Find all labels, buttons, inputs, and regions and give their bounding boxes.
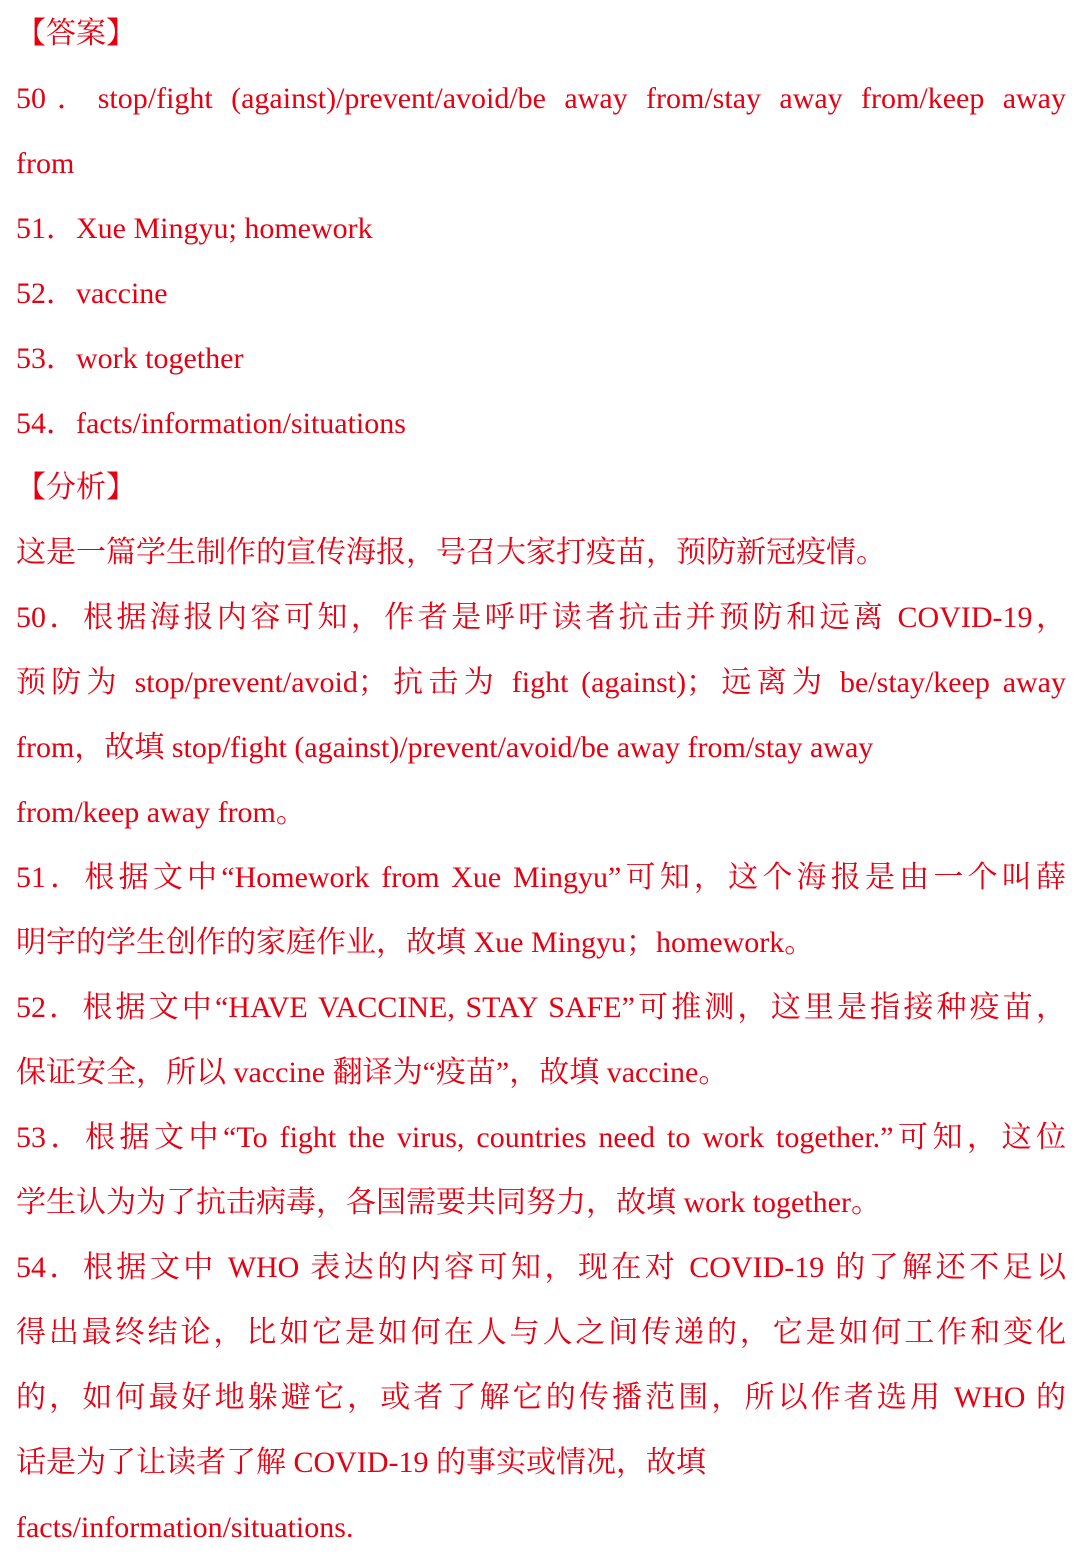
analysis-line: 明宇的学生创作的家庭作业，故填 Xue Mingyu；homework。 xyxy=(16,926,815,959)
analysis-line: 54．根据文中 WHO 表达的内容可知，现在对 COVID-19 的了解还不足以 xyxy=(16,1251,1066,1284)
analysis-line: 学生认为为了抗击病毒，各国需要共同努力，故填 work together。 xyxy=(16,1186,881,1219)
answer-line: from xyxy=(16,147,75,180)
answer-line: 54．facts/information/situations xyxy=(16,407,406,440)
answer-line: 50．stop/fight (against)/prevent/avoid/be away from/stay away from/keep away xyxy=(16,82,1066,115)
analysis-heading: 【分析】 xyxy=(16,471,136,504)
analysis-line: 保证安全，所以 vaccine 翻译为“疫苗”，故填 vaccine。 xyxy=(16,1056,729,1089)
analysis-line: 话是为了让读者了解 COVID-19 的事实或情况，故填 xyxy=(16,1446,706,1479)
analysis-line: from/keep away from。 xyxy=(16,796,306,829)
analysis-line: from，故填 stop/fight (against)/prevent/avoid/be away from/stay away xyxy=(16,731,874,764)
analysis-line: 51．根据文中“Homework from Xue Mingyu”可知，这个海报是由一个叫薛 xyxy=(16,861,1066,894)
analysis-line: facts/information/situations. xyxy=(16,1511,354,1544)
analysis-line: 50．根据海报内容可知，作者是呼吁读者抗击并预防和远离 COVID-19， xyxy=(16,601,1066,634)
analysis-line: 得出最终结论，比如它是如何在人与人之间传递的，它是如何工作和变化 xyxy=(16,1316,1066,1349)
analysis-line: 的，如何最好地躲避它，或者了解它的传播范围，所以作者选用 WHO 的 xyxy=(16,1381,1066,1414)
answer-heading: 【答案】 xyxy=(16,17,136,50)
analysis-line: 这是一篇学生制作的宣传海报，号召大家打疫苗，预防新冠疫情。 xyxy=(16,536,886,569)
answer-line: 51．Xue Mingyu; homework xyxy=(16,212,373,245)
answer-line: 53．work together xyxy=(16,342,244,375)
analysis-line: 预防为 stop/prevent/avoid；抗击为 fight (against)；远离为 be/stay/keep away xyxy=(16,666,1066,699)
analysis-line: 53．根据文中“To fight the virus, countries need to work together.”可知，这位 xyxy=(16,1121,1066,1154)
analysis-line: 52．根据文中“HAVE VACCINE, STAY SAFE”可推测，这里是指接种疫苗， xyxy=(16,991,1066,1024)
answer-line: 52．vaccine xyxy=(16,277,168,310)
